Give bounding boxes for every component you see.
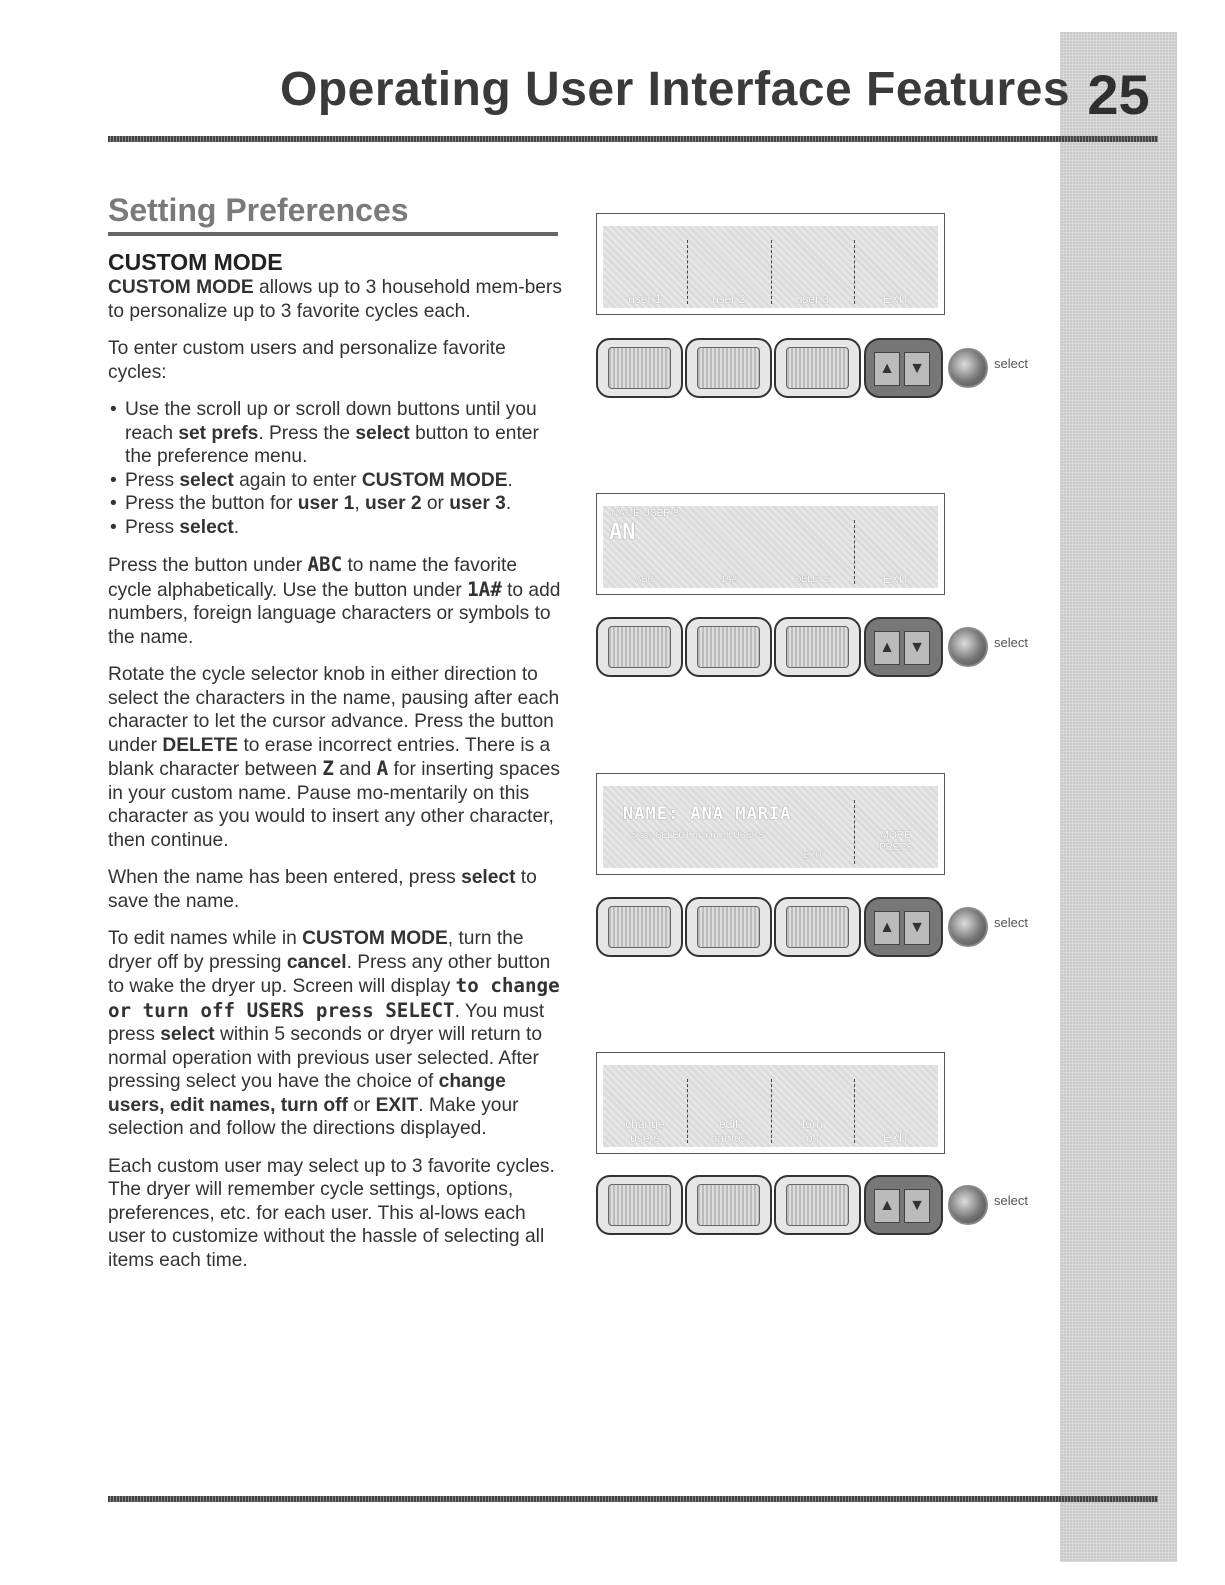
label-line: names (710, 1131, 747, 1145)
lcd-term: to change or turn off USERS press SELECT (108, 974, 560, 1022)
bold-term: user 1 (297, 493, 355, 514)
up-arrow-icon[interactable]: ▲ (874, 352, 900, 386)
softkey-button-2[interactable] (685, 338, 772, 398)
text-run: Rotate the cycle selector knob in either direction to select the characters in the name, pausing after each character to let the cursor advance. Press the button under (108, 664, 560, 756)
bold-term: select (355, 422, 410, 444)
select-label: select (994, 1193, 1028, 1208)
text-run: . Press any other button to wake the dryer up. Screen will display (108, 951, 551, 997)
lcd-softkey-labels (603, 1117, 938, 1145)
step-list (108, 398, 564, 539)
lcd-screen (603, 506, 938, 588)
label-line: off (805, 1131, 819, 1145)
lcd-display-users (596, 213, 945, 315)
softkey-label-delete: DELETE (794, 574, 830, 584)
softkey-button-2[interactable] (685, 897, 772, 957)
lcd-screen (603, 1065, 938, 1147)
softkey-button-1[interactable] (596, 617, 683, 677)
bold-term: change users, edit names, turn off (108, 1071, 506, 1116)
text-run: . You must press (108, 1000, 545, 1045)
bold-term: CUSTOM MODE (108, 277, 254, 298)
lcd-term: ABC (307, 553, 343, 576)
softkey-button-3[interactable] (774, 338, 861, 398)
lcd-display-edit-options (596, 1052, 945, 1154)
softkey-label-1a: 1A# (720, 574, 737, 584)
label-line: turn (802, 1117, 823, 1131)
select-label: select (994, 915, 1028, 930)
text-run: for inserting spaces in your custom name. Pause mo-mentarily on this character as you would to insert any other character, then continue. (108, 759, 560, 851)
select-button[interactable] (948, 1185, 988, 1225)
softkey-label-exit (854, 1117, 938, 1145)
control-buttons (596, 897, 1036, 957)
text-run: button to enter the preference menu. (125, 422, 539, 467)
lcd-display-name-user (596, 493, 945, 595)
text-run: to save the name. (108, 867, 537, 912)
list-item (125, 492, 564, 516)
softkey-button-1[interactable] (596, 338, 683, 398)
lcd-name-line: NAME: ANA MARIA (623, 804, 792, 824)
paragraph-rotate (108, 663, 564, 852)
paragraph-enter: To enter custom users and personalize favorite cycles: (108, 338, 506, 383)
page-number: 25 (1087, 63, 1150, 126)
footer-rule (108, 1496, 1158, 1502)
text-run: within 5 seconds or dryer will return to normal operation with previous user selected. After pressing select you have the choice of (108, 1024, 543, 1092)
select-label: select (994, 356, 1028, 371)
select-button[interactable] (948, 627, 988, 667)
section-rule (108, 232, 558, 236)
lcd-entry: AN (609, 520, 636, 545)
text-run: or (347, 1094, 376, 1116)
lcd-divider (854, 800, 855, 864)
text-run: . (233, 516, 240, 538)
lcd-term: A (376, 757, 389, 780)
lcd-term: 1A# (467, 577, 502, 601)
lcd-term: Z (322, 757, 334, 780)
list-item (125, 398, 564, 469)
select-button[interactable] (948, 907, 988, 947)
softkey-label-exit: EXIT (882, 572, 910, 586)
softkey-button-2[interactable] (685, 1175, 772, 1235)
softkey-button-3[interactable] (774, 1175, 861, 1235)
text-run: or (421, 493, 450, 514)
control-buttons (596, 338, 1036, 398)
label-line: PREFS (879, 842, 913, 853)
text-run: to erase incorrect entries. There is a blank character between (108, 734, 551, 780)
text-run: and (333, 759, 377, 780)
header-rule (108, 136, 1158, 142)
bold-term: select (179, 516, 234, 538)
bold-term: EXIT (375, 1094, 419, 1116)
text-run: Press the button for (125, 493, 298, 514)
bold-term: set prefs (178, 422, 259, 444)
softkey-label-more-prefs (879, 830, 912, 854)
bold-term: CUSTOM MODE (361, 469, 508, 491)
bold-term: DELETE (162, 734, 239, 756)
softkey-button-1[interactable] (596, 897, 683, 957)
page-title: Operating User Interface Features (280, 63, 1071, 116)
bold-term: user 2 (365, 493, 422, 514)
bold-term: select (160, 1024, 215, 1045)
text-run: Press the button under (108, 555, 308, 576)
softkey-label-user2: user 2 (711, 292, 746, 306)
text-run: again to enter (233, 469, 362, 491)
up-arrow-icon[interactable]: ▲ (874, 631, 900, 665)
softkey-button-2[interactable] (685, 617, 772, 677)
text-run: Press (125, 516, 180, 538)
text-run: When the name has been entered, press (108, 867, 462, 888)
softkey-label-abc: ABC (635, 574, 655, 584)
select-button[interactable] (948, 348, 988, 388)
softkey-label-turn-off (771, 1117, 855, 1145)
list-item (125, 469, 564, 493)
softkey-label-user1: user 1 (628, 292, 662, 306)
softkey-button-1[interactable] (596, 1175, 683, 1235)
softkey-label-user3: user 3 (795, 292, 830, 306)
bold-term: cancel (286, 951, 347, 973)
text-run: To edit names while in (108, 928, 303, 949)
section-title: Setting Preferences (108, 192, 409, 228)
text-run: Press (125, 469, 180, 491)
text-run: to add numbers, foreign language characters or symbols to the name. (108, 579, 561, 648)
lcd-prompt: press SELECT to turn off USERS (631, 830, 765, 840)
lcd-softkey-labels (603, 292, 938, 306)
scroll-buttons (864, 897, 943, 957)
scroll-buttons (864, 338, 943, 398)
scroll-buttons (864, 1175, 943, 1235)
lcd-display-name-entered (596, 773, 945, 875)
label-line: users (630, 1131, 660, 1145)
lcd-screen (603, 226, 938, 308)
softkey-button-3[interactable] (774, 617, 861, 677)
text-run: , turn the dryer off by pressing (108, 928, 524, 973)
text-run: to name the favorite cycle alphabetically. Use the button under (108, 555, 518, 601)
softkey-label-exit: EXIT (803, 850, 824, 860)
bold-term: CUSTOM MODE (302, 928, 448, 949)
lcd-screen (603, 786, 938, 868)
subsection-heading: CUSTOM MODE (108, 249, 283, 275)
side-tab-bar (1060, 32, 1177, 1562)
select-label: select (994, 635, 1028, 650)
scroll-buttons (864, 617, 943, 677)
text-run: , (354, 493, 365, 514)
softkey-label-change-users (603, 1117, 687, 1145)
down-arrow-icon[interactable]: ▼ (904, 1189, 930, 1223)
softkey-label-exit: EXIT (882, 292, 910, 306)
paragraph-abc (108, 553, 564, 649)
lcd-title: NAME USER 3 (611, 508, 679, 519)
down-arrow-icon[interactable]: ▼ (904, 631, 930, 665)
label-line: MORE (880, 830, 911, 841)
bold-term: user 3 (449, 493, 506, 514)
text-run: . (507, 469, 513, 491)
label-line: edit (718, 1117, 739, 1131)
softkey-button-3[interactable] (774, 897, 861, 957)
paragraph-intro (108, 276, 564, 323)
up-arrow-icon[interactable]: ▲ (874, 1189, 900, 1223)
paragraph-save (108, 866, 564, 913)
text-run: . (505, 493, 512, 514)
body-text (108, 248, 564, 1286)
text-run: . Make your selection and follow the directions displayed. (108, 1094, 519, 1139)
bold-term: select (461, 867, 516, 888)
text-run: Use the scroll up or scroll down buttons until you reach (125, 399, 537, 444)
label-line: EXIT (882, 1131, 910, 1145)
down-arrow-icon[interactable]: ▼ (904, 352, 930, 386)
control-buttons (596, 617, 1036, 677)
text-run: allows up to 3 household mem-bers to personalize up to 3 favorite cycles each. (108, 277, 562, 322)
list-item (125, 516, 564, 540)
softkey-label-edit-names (687, 1117, 771, 1145)
paragraph-edit (108, 927, 564, 1141)
text-run: . Press the (258, 422, 356, 444)
control-buttons (596, 1175, 1036, 1235)
down-arrow-icon[interactable]: ▼ (904, 911, 930, 945)
paragraph-summary: Each custom user may select up to 3 favorite cycles. The dryer will remember cycle settings, options, preferences, etc. for each user. This al-lows each user to customize without the hassle of selecting all items each time. (108, 1155, 555, 1271)
label-line: change (625, 1117, 665, 1131)
bold-term: select (179, 469, 234, 491)
lcd-softkey-labels (603, 572, 938, 586)
up-arrow-icon[interactable]: ▲ (874, 911, 900, 945)
